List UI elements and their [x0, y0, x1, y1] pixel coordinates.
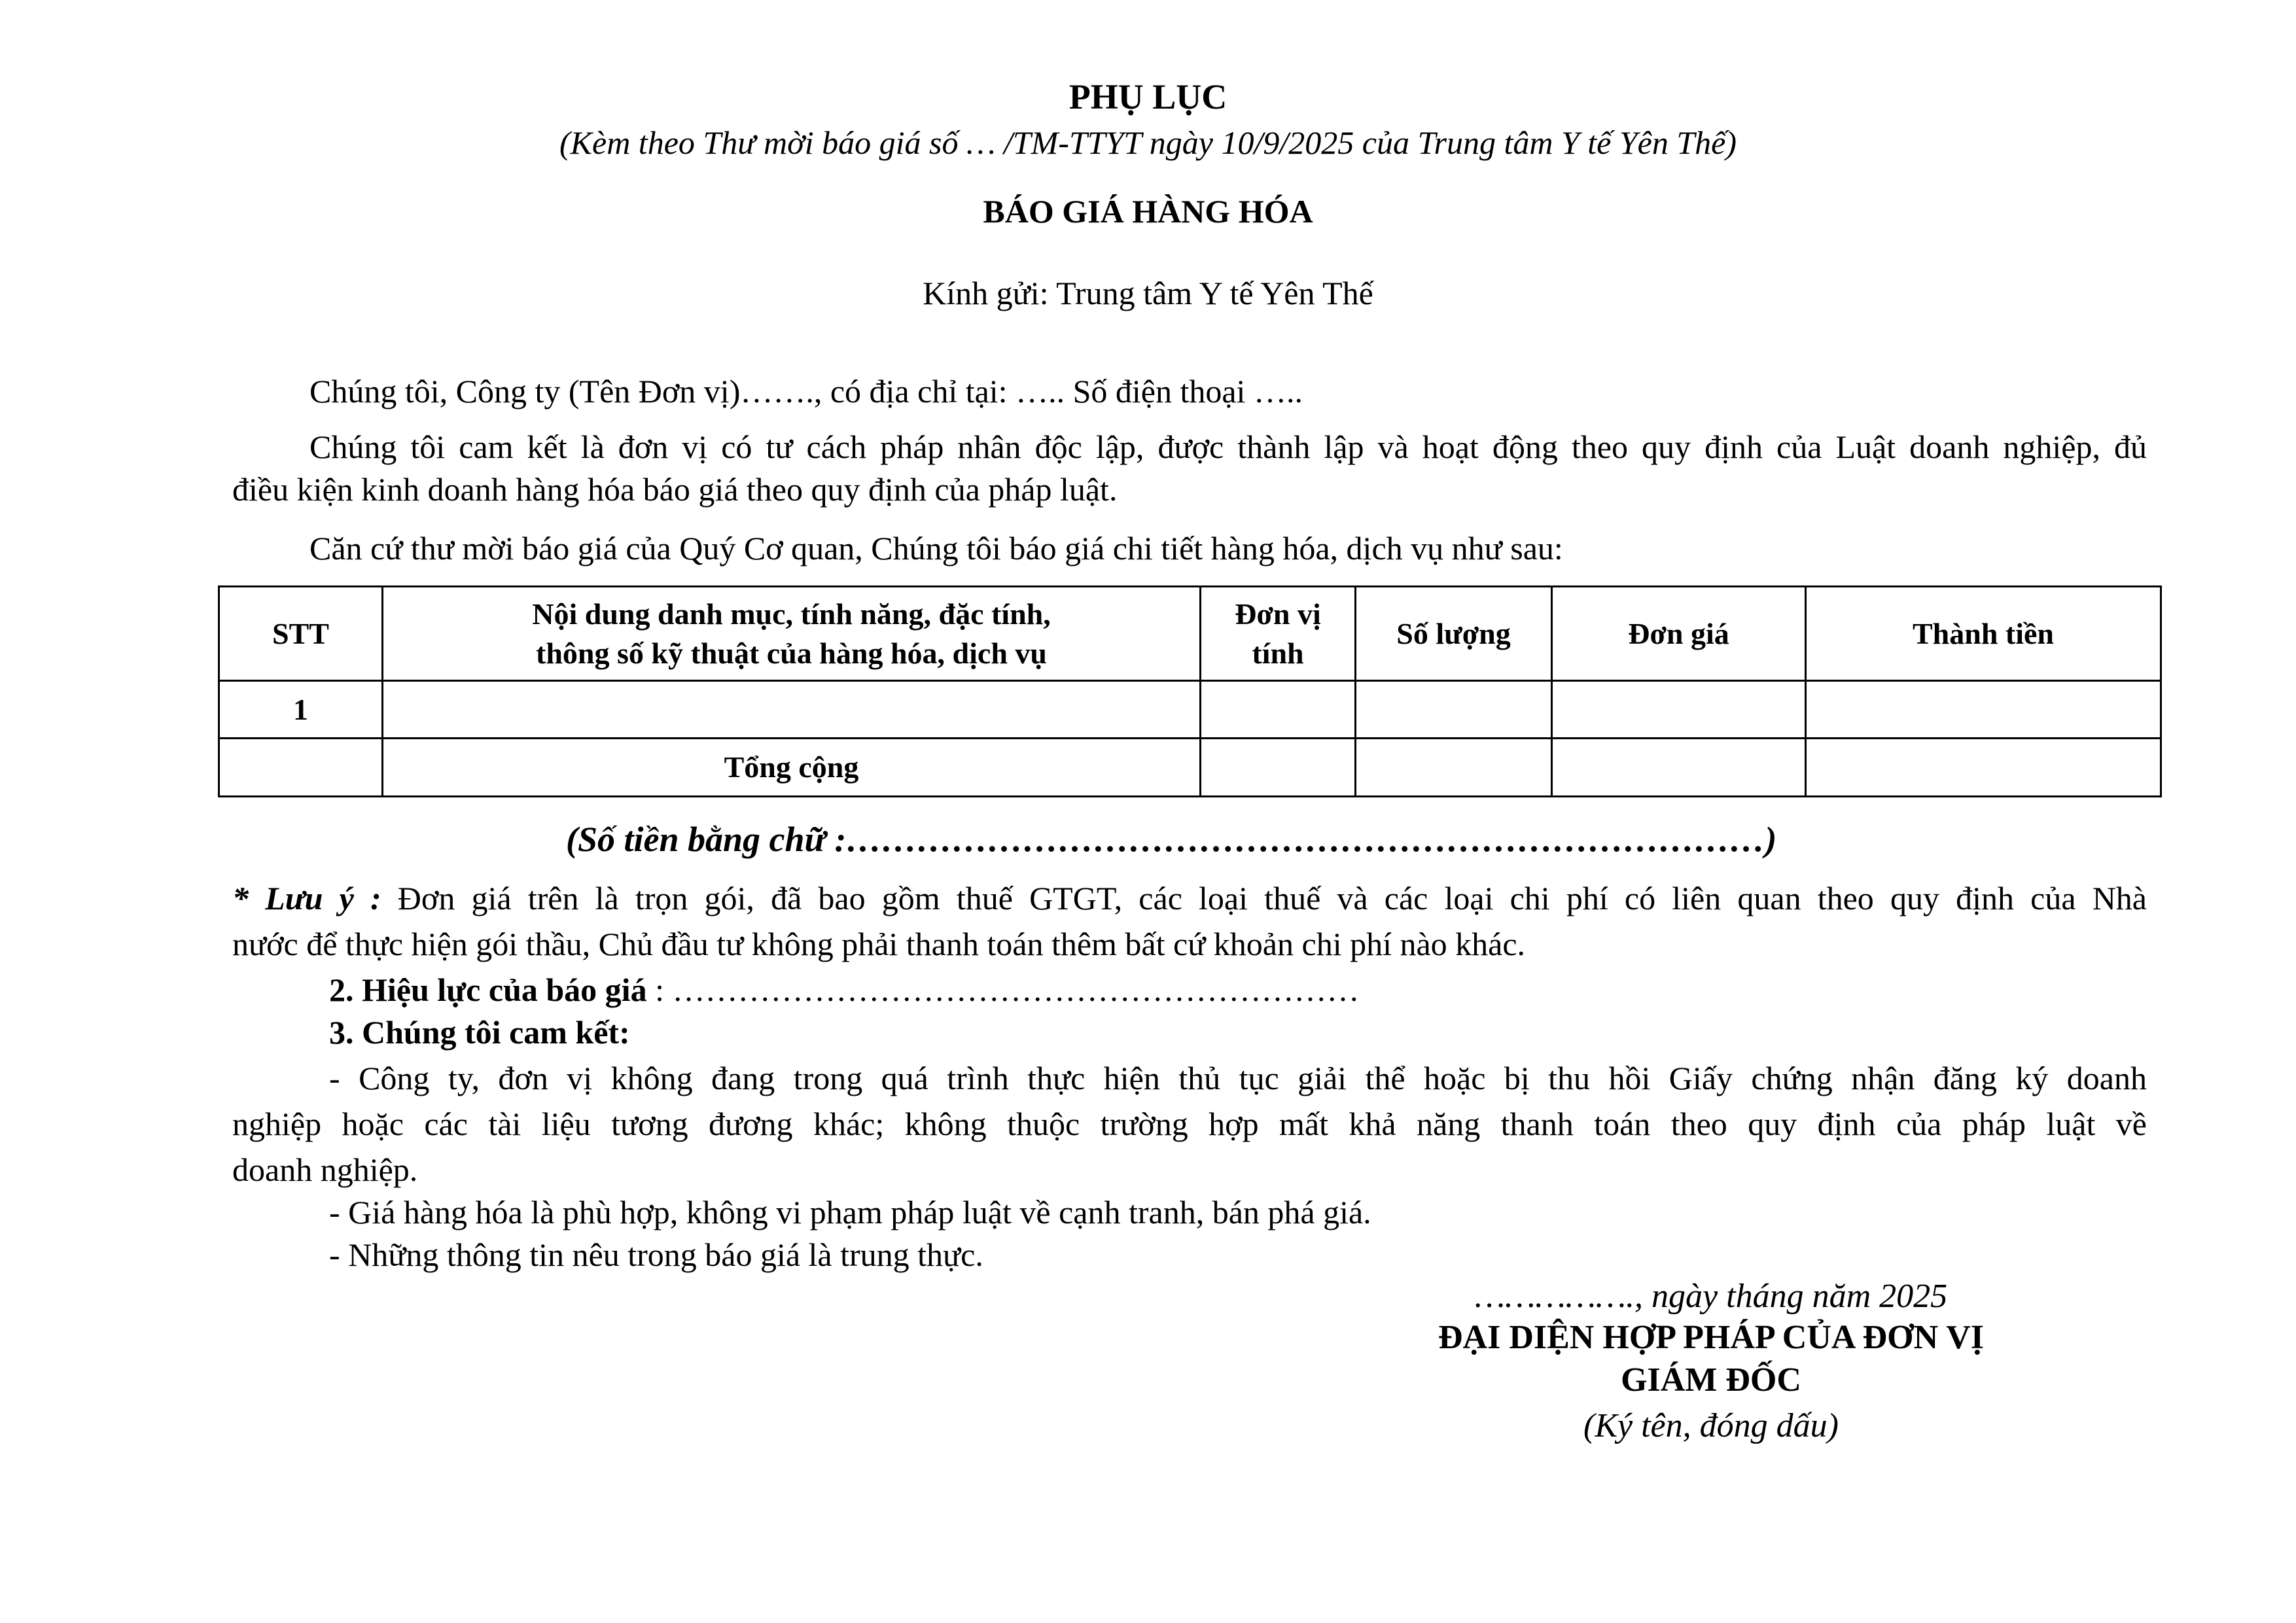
intro-basis-line: Căn cứ thư mời báo giá của Quý Cơ quan, Chúng tôi báo giá chi tiết hàng hóa, dịch vụ như sau:	[309, 530, 1563, 567]
note-label: * Lưu ý :	[232, 880, 381, 916]
commitment-item2: - Giá hàng hóa là phù hợp, không vi phạm pháp luật về cạnh tranh, bán phá giá.	[329, 1194, 1371, 1230]
note-line1	[232, 879, 2147, 918]
validity-line	[329, 970, 1359, 1009]
total-amount-cell	[1806, 739, 2161, 797]
intro-company-line: Chúng tôi, Công ty (Tên Đơn vị)……., có địa chỉ tại: ….. Số điện thoại …..	[309, 373, 1303, 410]
header-unit-price: Đơn giá	[1552, 587, 1806, 681]
appendix-subtitle: (Kèm theo Thư mời báo giá số … /TM-TTYT ngày 10/9/2025 của Trung tâm Y tế Yên Thế)	[559, 124, 1737, 161]
total-stt-cell	[219, 739, 383, 797]
commitment-item3: - Những thông tin nêu trong báo giá là trung thực.	[329, 1236, 983, 1273]
validity-value: : ………………………………………………………	[646, 971, 1360, 1008]
table-total-row	[219, 739, 2161, 797]
commitment-item1-line2: nghiệp hoặc các tài liệu tương đương khác; không thuộc trường hợp mất khả năng thanh toán theo quy định của pháp luật về	[232, 1106, 2147, 1142]
total-quantity-cell	[1356, 739, 1552, 797]
commitment-item1-line1: - Công ty, đơn vị không đang trong quá trình thực hiện thủ tục giải thể hoặc bị thu hồi Giấy chứng nhận đăng ký doanh	[329, 1060, 2147, 1096]
recipient-line: Kính gửi: Trung tâm Y tế Yên Thế	[923, 275, 1373, 311]
note-text: Đơn giá trên là trọn gói, đã bao gồm thuế GTGT, các loại thuế và các loại chi phí có liên quan theo quy định của Nhà	[381, 880, 2147, 916]
total-label-cell: Tổng cộng	[383, 739, 1201, 797]
row-amount-cell	[1806, 681, 2161, 739]
header-stt: STT	[219, 587, 383, 681]
header-quantity: Số lượng	[1356, 587, 1552, 681]
quotation-table	[218, 585, 2162, 797]
commitment-heading: 3. Chúng tôi cam kết:	[329, 1014, 630, 1051]
table-header-row	[219, 587, 2161, 681]
signature-instruction: (Ký tên, đóng dấu)	[1583, 1407, 1839, 1444]
row-unit-cell	[1201, 681, 1356, 739]
table-row	[219, 681, 2161, 739]
header-content-line2: thông số kỹ thuật của hàng hóa, dịch vụ	[536, 636, 1047, 670]
appendix-title: PHỤ LỤC	[1069, 77, 1227, 116]
note-line2: nước để thực hiện gói thầu, Chủ đầu tư không phải thanh toán thêm bất cứ khoản chi phí nào khác.	[232, 926, 1526, 962]
amount-in-words: (Số tiền bằng chữ :……………………………………………………………………)	[566, 820, 1777, 859]
header-unit-line2: tính	[1252, 636, 1304, 670]
commitment-item1-line3: doanh nghiệp.	[232, 1151, 418, 1188]
header-content-line1: Nội dung danh mục, tính năng, đặc tính,	[532, 597, 1051, 631]
header-unit	[1201, 587, 1356, 681]
document-title: BÁO GIÁ HÀNG HÓA	[983, 193, 1313, 230]
row-content-cell	[383, 681, 1201, 739]
header-amount: Thành tiền	[1806, 587, 2161, 681]
row-price-cell	[1552, 681, 1806, 739]
row-quantity-cell	[1356, 681, 1552, 739]
intro-commitment-line1: Chúng tôi cam kết là đơn vị có tư cách pháp nhân độc lập, được thành lập và hoạt động theo quy định của Luật doanh nghiệp, đủ	[309, 428, 2147, 465]
signature-representative: ĐẠI DIỆN HỢP PHÁP CỦA ĐƠN VỊ	[1438, 1319, 1984, 1356]
signature-date-line: ……………., ngày tháng năm 2025	[1474, 1278, 1948, 1315]
total-unit-cell	[1201, 739, 1356, 797]
header-unit-line1: Đơn vị	[1235, 597, 1321, 631]
intro-commitment-line2: điều kiện kinh doanh hàng hóa báo giá theo quy định của pháp luật.	[232, 471, 1118, 508]
total-price-cell	[1552, 739, 1806, 797]
header-content	[383, 587, 1201, 681]
row-stt-cell: 1	[219, 681, 383, 739]
signature-position: GIÁM ĐỐC	[1621, 1361, 1801, 1399]
validity-label: 2. Hiệu lực của báo giá	[329, 971, 647, 1008]
